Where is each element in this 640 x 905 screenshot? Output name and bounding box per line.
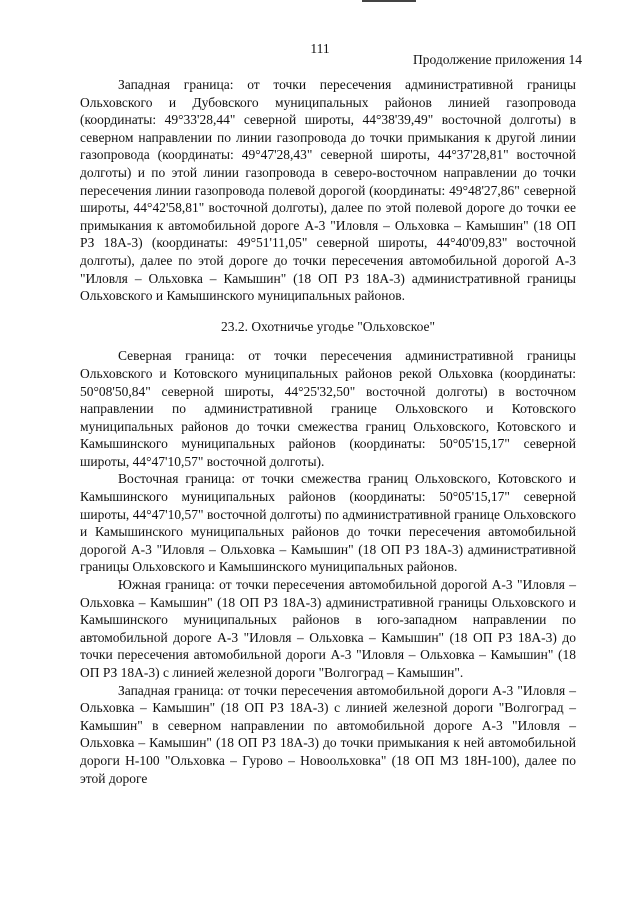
western-boundary-paragraph: Западная граница: от точки пересечения административной границы Ольховского и Дубовского муниципальных районов линией газопровода (координаты: 49°33'28,44" северной широты, 44°38'39,49" восточной долготы) в северном направлении по линии газопровода до точки примыкания к другой линии газопровода (координаты: 49°47'28,43" северной широты, 44°37'28,81" восточной долготы) и по этой линии газопровода в северо-восточном направлении до точки пересечения линии газопровода полевой дорогой (координаты: 49°48'27,86" северной широты, 44°42'58,81" восточной долготы), далее по этой полевой дороге до точки ее примыкания к автомобильной дороге А-3 "Иловля – Ольховка – Камышин" (18 ОП РЗ 18А-3) (координаты: 49°51'11,05" северной широты, 44°40'09,83" восточной долготы), далее по этой дороге до точки пересечения автомобильной дорогой А-3 "Иловля – Ольховка – Камышин" (18 ОП РЗ 18А-3) административной границы Ольховского и Камышинского муниципальных районов.	[80, 77, 576, 304]
section-title: 23.2. Охотничье угодье "Ольховское"	[220, 318, 436, 334]
page-number: 111	[310, 41, 330, 56]
eastern-boundary-paragraph: Восточная граница: от точки смежества границ Ольховского, Котовского и Камышинского муниципальных районов (координаты: 50°05'15,17" северной широты, 44°47'10,57" восточной долготы) по административной границе Ольховского и Камышинского муниципальных районов до точки пересечения автомобильной дорогой А-3 "Иловля – Ольховка – Камышин" (18 ОП РЗ 18А-3) административной границы Ольховского и Камышинского муниципальных районов.	[80, 471, 576, 575]
top-edge-line	[362, 0, 416, 2]
appendix-continuation-note: Продолжение приложения 14	[412, 52, 582, 67]
southern-boundary-paragraph: Южная граница: от точки пересечения автомобильной дорогой А-3 "Иловля – Ольховка – Камышин" (18 ОП РЗ 18А-3) административной границы Ольховского и Камышинского муниципальных районов в юго-западном направлении по автомобильной дороге А-3 "Иловля – Ольховка – Камышин" (18 ОП РЗ 18А-3) до точки пересечения автомобильной дороги А-3 "Иловля – Ольховка – Камышин" (18 ОП РЗ 18А-3) с линией железной дороги "Волгоград – Камышин".	[80, 577, 576, 680]
western-boundary-paragraph-2: Западная граница: от точки пересечения автомобильной дороги А-3 "Иловля – Ольховка – Камышин" (18 ОП РЗ 18А-3) с линией железной дороги "Волгоград – Камышин" в северном направлении по автомобильной дороге А-3 "Иловля – Ольховка – Камышин" (18 ОП РЗ 18А-3) до точки примыкания к ней автомобильной дороги Н-100 "Ольховка – Гурово – Новоольховка" (18 ОП МЗ 18Н-100), далее по этой дороге	[80, 682, 576, 786]
northern-boundary-paragraph: Северная граница: от точки пересечения административной границы Ольховского и Котовского муниципальных районов рекой Ольховка (координаты: 50°08'50,84" северной широты, 44°25'32,50" восточной долготы) в восточном направлении по административной границе Ольховского и Котовского муниципальных районов до точки смежества границ Ольховского, Котовского и Камышинского муниципальных районов (координаты: 50°05'15,17" северной широты, 44°47'10,57" восточной долготы).	[80, 348, 576, 469]
document-body	[80, 76, 576, 787]
